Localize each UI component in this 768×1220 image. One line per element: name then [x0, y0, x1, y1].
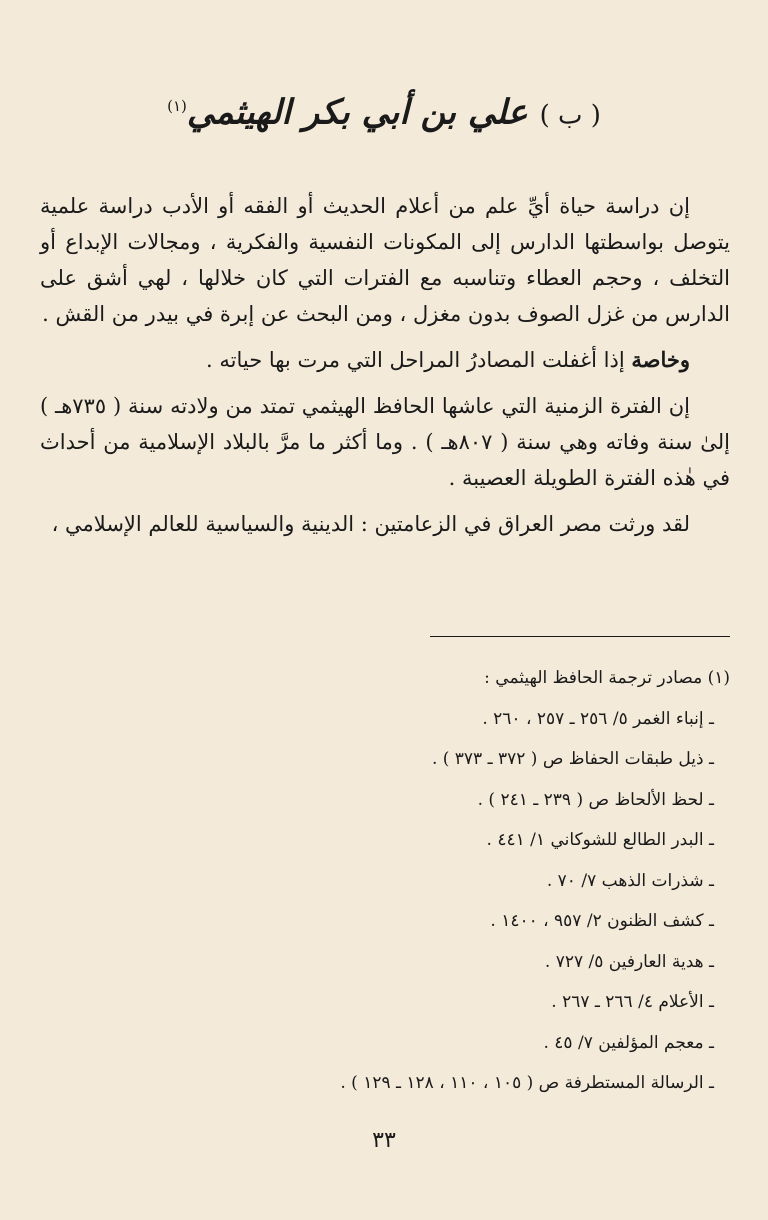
- paragraph-2: [40, 342, 730, 378]
- footnote-source: ـ هدية العارفين ٥/ ٧٢٧ .: [544, 951, 714, 972]
- section-title: علي بن أبي بكر الهيثمي: [186, 92, 528, 133]
- paragraph-2-text: إذا أغفلت المصادرُ المراحل التي مرت بها حياته .: [206, 348, 632, 372]
- paragraph-4: لقد ورثت مصر العراق في الزعامتين : الدينية والسياسية للعالم الإسلامي ،: [51, 512, 690, 536]
- body-text: [40, 188, 730, 552]
- footnote-source: ـ شذرات الذهب ٧/ ٧٠ .: [546, 870, 714, 891]
- section-heading: [0, 84, 768, 137]
- footnote-source: ـ لحظ الألحاظ ص ( ٢٣٩ ـ ٢٤١ ) .: [477, 789, 714, 810]
- footnote-source: ـ الأعلام ٤/ ٢٦٦ ـ ٢٦٧ .: [551, 992, 714, 1012]
- footnote-source: ـ الرسالة المستطرفة ص ( ١٠٥ ، ١١٠ ، ١٢٨ ـ ١٢٩ ) .: [340, 1073, 714, 1093]
- paragraph-3: إن الفترة الزمنية التي عاشها الحافظ الهيثمي تمتد من ولادته سنة ( ٧٣٥هـ ) إلىٰ سنة وفاته وهي سنة ( ٨٠٧هـ ) . وما أكثر ما مرَّ بالبلاد الإسلامية من أحداث في هٰذه الفترة الطويلة العصيبة .: [40, 394, 730, 490]
- paragraph-2-bold-lead: وخاصة: [631, 347, 690, 372]
- footnotes: [40, 658, 730, 1104]
- footnote-source: ـ كشف الظنون ٢/ ٩٥٧ ، ١٤٠٠ .: [490, 911, 714, 931]
- section-letter: ( ب ): [539, 100, 601, 131]
- footnote-heading: (١) مصادر ترجمة الحافظ الهيثمي :: [484, 668, 730, 688]
- paragraph-1: إن دراسة حياة أيِّ علم من أعلام الحديث أو الفقه أو الأدب دراسة علمية يتوصل بواسطتها الدارس إلى المكونات النفسية والفكرية ، ومجالات الإبداع أو التخلف ، وحجم العطاء وتناسبه مع الفترات التي كان خلالها ، لهي أشق على الدارس من غزل الصوف بدون مغزل ، ومن البحث عن إبرة في بيدر من القش .: [40, 194, 730, 326]
- footnote-source: ـ البدر الطالع للشوكاني ١/ ٤٤١ .: [486, 830, 714, 850]
- footnote-divider: [430, 636, 730, 637]
- page-number: ٣٣: [372, 1128, 396, 1153]
- footnote-source: ـ إنباء الغمر ٥/ ٢٥٦ ـ ٢٥٧ ، ٢٦٠ .: [482, 708, 714, 729]
- footnote-source: ـ معجم المؤلفين ٧/ ٤٥ .: [543, 1032, 714, 1053]
- footnote-source: ـ ذيل طبقات الحفاظ ص ( ٣٧٢ ـ ٣٧٣ ) .: [431, 749, 714, 769]
- footnote-reference: (١): [167, 97, 187, 115]
